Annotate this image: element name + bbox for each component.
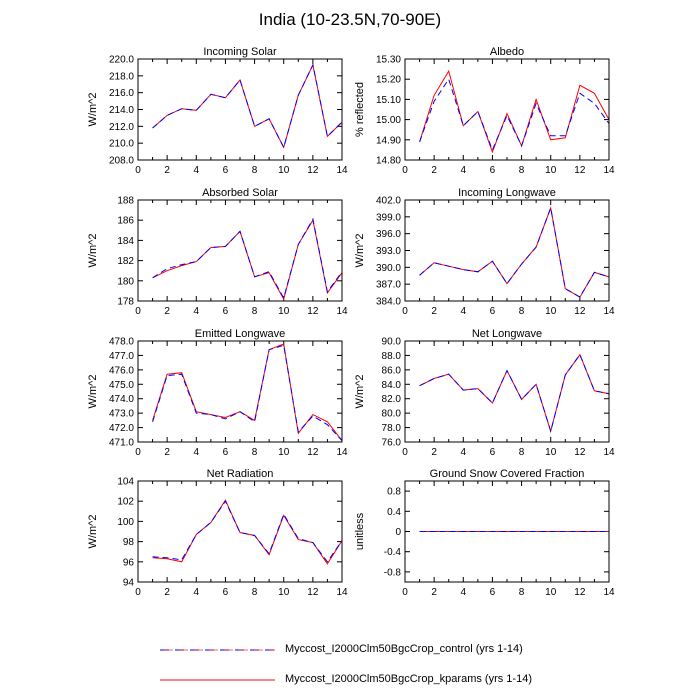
y-tick-label: 216.0 xyxy=(108,88,134,100)
y-tick-label: 14.90 xyxy=(375,135,401,147)
y-tick-label: 180 xyxy=(117,276,134,288)
plot-frame xyxy=(138,341,342,442)
y-tick-label: 220.0 xyxy=(108,54,134,66)
x-tick-label: 8 xyxy=(518,165,525,176)
y-tick-label: 98 xyxy=(122,537,134,549)
x-tick-label: 4 xyxy=(193,165,200,176)
y-axis-label: unitless xyxy=(354,512,366,551)
y-axis-label: W/m^2 xyxy=(87,92,99,127)
y-tick-label: 472.0 xyxy=(108,423,134,435)
y-tick-label: 96 xyxy=(122,557,134,569)
y-tick-label: 82.0 xyxy=(381,394,401,406)
y-tick-label: 184 xyxy=(117,235,134,247)
y-tick-label: 387.0 xyxy=(375,279,401,291)
x-tick-label: 10 xyxy=(278,165,290,176)
y-tick-label: 78.0 xyxy=(381,423,401,435)
panel-title: Incoming Solar xyxy=(203,46,277,58)
x-tick-label: 8 xyxy=(518,306,525,317)
y-tick-label: 477.0 xyxy=(108,350,134,362)
y-tick-label: 86.0 xyxy=(381,365,401,377)
y-tick-label: 76.0 xyxy=(381,437,401,449)
x-tick-label: 2 xyxy=(431,165,437,176)
x-tick-label: 10 xyxy=(278,447,290,458)
y-tick-label: 474.0 xyxy=(108,394,134,406)
y-tick-label: 384.0 xyxy=(375,296,401,308)
y-tick-label: 88.0 xyxy=(381,350,401,362)
x-tick-label: 4 xyxy=(460,306,467,317)
y-tick-label: 102 xyxy=(117,496,134,508)
series-control xyxy=(153,501,342,562)
y-tick-label: -0.4 xyxy=(383,547,401,559)
x-tick-label: 6 xyxy=(222,587,229,598)
y-axis-label: W/m^2 xyxy=(87,233,99,268)
y-tick-label: 84.0 xyxy=(381,379,401,391)
y-tick-label: 186 xyxy=(117,215,134,227)
y-tick-label: 478.0 xyxy=(108,336,134,348)
x-tick-label: 14 xyxy=(336,587,348,598)
y-axis-label: W/m^2 xyxy=(354,374,366,409)
y-tick-label: 210.0 xyxy=(108,138,134,150)
panel-title: Emitted Longwave xyxy=(194,328,286,340)
series-control xyxy=(153,345,342,440)
y-tick-label: 212.0 xyxy=(108,121,134,133)
x-tick-label: 0 xyxy=(135,587,141,598)
y-tick-label: 94 xyxy=(122,577,134,589)
y-tick-label: 0.8 xyxy=(387,486,401,498)
y-tick-label: 214.0 xyxy=(108,105,134,116)
x-tick-label: 10 xyxy=(278,587,290,598)
panel-4 xyxy=(354,187,615,317)
panel-1 xyxy=(87,46,348,176)
x-tick-label: 2 xyxy=(431,306,437,317)
panel-title: Net Radiation xyxy=(206,468,274,480)
legend-control-label: Myccost_I2000Clm50BgcCrop_control (yrs 1-14) xyxy=(285,643,523,655)
y-tick-label: 399.0 xyxy=(375,212,401,224)
x-tick-label: 4 xyxy=(460,447,467,458)
x-tick-label: 4 xyxy=(193,587,200,598)
x-tick-label: 0 xyxy=(135,165,141,176)
legend-kparams-label: Myccost_I2000Clm50BgcCrop_kparams (yrs 1-14) xyxy=(285,673,532,685)
x-tick-label: 2 xyxy=(431,447,437,458)
y-tick-label: 208.0 xyxy=(108,155,134,167)
x-tick-label: 0 xyxy=(135,306,141,317)
y-axis-label: W/m^2 xyxy=(354,233,366,268)
y-tick-label: 182 xyxy=(117,256,134,268)
y-tick-label: 396.0 xyxy=(375,229,401,241)
x-tick-label: 8 xyxy=(251,587,258,598)
panel-7 xyxy=(87,468,348,598)
plot-frame xyxy=(138,200,342,301)
x-tick-label: 10 xyxy=(545,165,557,176)
y-tick-label: 188 xyxy=(117,195,134,207)
y-tick-label: 0.4 xyxy=(387,506,401,518)
y-tick-label: 15.30 xyxy=(375,54,401,66)
series-control xyxy=(153,65,342,147)
series-kparams xyxy=(420,71,609,152)
x-tick-label: 12 xyxy=(307,587,319,598)
x-tick-label: 14 xyxy=(603,447,615,458)
x-tick-label: 6 xyxy=(222,165,229,176)
plot-frame xyxy=(405,200,609,301)
x-tick-label: 0 xyxy=(402,447,408,458)
panel-title: Net Longwave xyxy=(471,328,543,340)
panel-title: Albedo xyxy=(489,46,525,58)
x-tick-label: 2 xyxy=(431,587,437,598)
y-tick-label: 100 xyxy=(117,516,134,528)
y-tick-label: 90.0 xyxy=(381,336,401,348)
panel-6 xyxy=(354,328,615,458)
x-tick-label: 0 xyxy=(402,587,408,598)
y-tick-label: 476.0 xyxy=(108,365,134,377)
y-tick-label: 393.0 xyxy=(375,246,401,257)
x-tick-label: 0 xyxy=(135,447,141,458)
x-tick-label: 14 xyxy=(336,447,348,458)
y-tick-label: 402.0 xyxy=(375,195,401,207)
y-tick-label: 14.80 xyxy=(375,155,401,167)
plot-frame xyxy=(138,59,342,160)
x-tick-label: 8 xyxy=(518,447,525,458)
x-tick-label: 12 xyxy=(574,306,586,317)
y-tick-label: 0 xyxy=(395,527,401,538)
x-tick-label: 2 xyxy=(164,165,170,176)
panel-5 xyxy=(87,328,348,458)
x-tick-label: 6 xyxy=(489,447,496,458)
x-tick-label: 4 xyxy=(193,447,200,458)
x-tick-label: 8 xyxy=(518,587,525,598)
series-kparams xyxy=(153,500,342,564)
y-tick-label: 15.00 xyxy=(375,115,401,127)
x-tick-label: 10 xyxy=(545,447,557,458)
x-tick-label: 10 xyxy=(278,306,290,317)
y-axis-label: W/m^2 xyxy=(87,514,99,549)
series-control xyxy=(420,79,609,150)
series-kparams xyxy=(153,344,342,441)
panel-8 xyxy=(354,468,615,598)
y-tick-label: 104 xyxy=(117,476,134,488)
series-kparams xyxy=(153,220,342,299)
x-tick-label: 10 xyxy=(545,587,557,598)
x-tick-label: 2 xyxy=(164,447,170,458)
x-tick-label: 8 xyxy=(251,447,258,458)
panel-2 xyxy=(354,46,615,176)
x-tick-label: 12 xyxy=(307,447,319,458)
x-tick-label: 12 xyxy=(574,587,586,598)
x-tick-label: 6 xyxy=(489,587,496,598)
x-tick-label: 4 xyxy=(193,306,200,317)
series-kparams xyxy=(153,65,342,147)
series-control xyxy=(420,208,609,297)
x-tick-label: 4 xyxy=(460,587,467,598)
panel-3 xyxy=(87,187,348,317)
x-tick-label: 14 xyxy=(603,306,615,317)
y-tick-label: 475.0 xyxy=(108,379,134,391)
y-axis-label: W/m^2 xyxy=(87,374,99,409)
x-tick-label: 2 xyxy=(164,306,170,317)
y-tick-label: 15.20 xyxy=(375,74,401,86)
plot-frame xyxy=(405,59,609,160)
x-tick-label: 14 xyxy=(336,165,348,176)
x-tick-label: 14 xyxy=(336,306,348,317)
x-tick-label: 4 xyxy=(460,165,467,176)
x-tick-label: 2 xyxy=(164,587,170,598)
y-axis-label: % reflected xyxy=(354,81,366,138)
x-tick-label: 14 xyxy=(603,165,615,176)
x-tick-label: 12 xyxy=(307,306,319,317)
y-tick-label: 471.0 xyxy=(108,437,134,449)
page-title: India (10-23.5N,70-90E) xyxy=(258,10,442,29)
x-tick-label: 8 xyxy=(251,165,258,176)
x-tick-label: 10 xyxy=(545,306,557,317)
y-tick-label: 473.0 xyxy=(108,408,134,420)
x-tick-label: 14 xyxy=(603,587,615,598)
y-tick-label: 15.10 xyxy=(375,94,401,106)
x-tick-label: 12 xyxy=(574,447,586,458)
x-tick-label: 6 xyxy=(489,165,496,176)
x-tick-label: 8 xyxy=(251,306,258,317)
panel-title: Ground Snow Covered Fraction xyxy=(429,468,585,480)
y-tick-label: -0.8 xyxy=(383,567,401,579)
y-tick-label: 80.0 xyxy=(381,408,401,420)
panel-title: Absorbed Solar xyxy=(202,187,278,199)
x-tick-label: 6 xyxy=(222,306,229,317)
series-control xyxy=(420,355,609,432)
y-tick-label: 178 xyxy=(117,296,134,308)
series-kparams xyxy=(420,208,609,297)
x-tick-label: 0 xyxy=(402,306,408,317)
panel-title: Incoming Longwave xyxy=(458,187,556,199)
x-tick-label: 12 xyxy=(574,165,586,176)
x-tick-label: 0 xyxy=(402,165,408,176)
x-tick-label: 6 xyxy=(489,306,496,317)
x-tick-label: 12 xyxy=(307,165,319,176)
x-tick-label: 6 xyxy=(222,447,229,458)
y-tick-label: 390.0 xyxy=(375,262,401,274)
y-tick-label: 218.0 xyxy=(108,71,134,83)
series-control xyxy=(153,219,342,298)
series-kparams xyxy=(420,355,609,432)
